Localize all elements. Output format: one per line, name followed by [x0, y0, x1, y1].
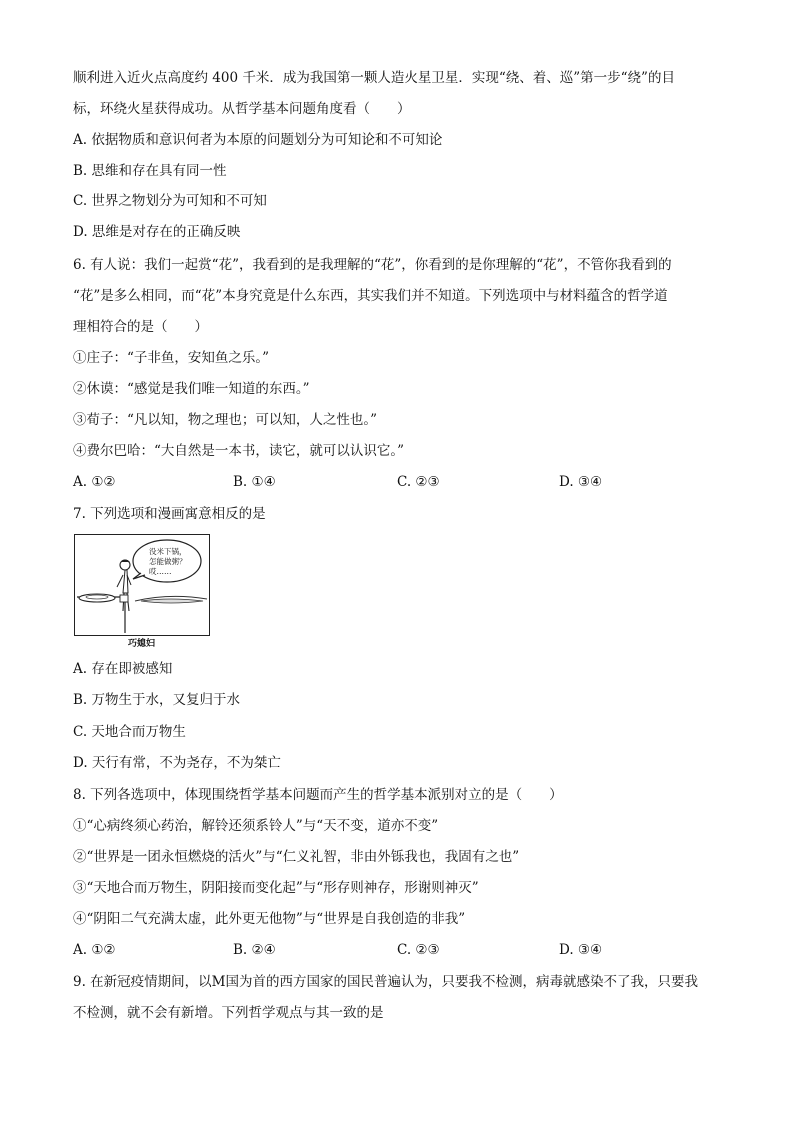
option-b: B. 思维和存在具有同一性 — [73, 163, 227, 179]
answer-option: D. ③④ — [559, 942, 603, 958]
cartoon-drawing — [75, 535, 208, 634]
text-line: “花”是多么相同，而“花”本身究竟是什么东西，其实我们并不知道。下列选项中与材料蕴含的哲学道 — [73, 288, 668, 304]
answer-option: C. ②③ — [397, 474, 440, 490]
statement-1: ①“心病终须心药治，解铃还须系铃人”与“天不变，道亦不变” — [73, 818, 439, 834]
bubble-text: 哎…… — [149, 567, 172, 576]
answer-option: A. ①② — [73, 942, 116, 958]
cartoon-caption: 巧媳妇 — [128, 639, 156, 649]
cartoon-image — [74, 534, 210, 636]
answer-option: D. ③④ — [559, 474, 603, 490]
statement-1: ①庄子：“子非鱼，安知鱼之乐。” — [73, 350, 270, 366]
text-line: 顺利进入近火点高度约 400 千米．成为我国第一颗人造火星卫星．实现“绕、着、巡”第一步“绕”的目 — [73, 70, 675, 86]
option-c: C. 天地合而万物生 — [73, 724, 186, 740]
answer-options-8 — [73, 941, 633, 959]
question-8: 8. 下列各选项中，体现围绕哲学基本问题而产生的哲学基本派别对立的是（ ） — [73, 787, 563, 803]
option-a: A. 存在即被感知 — [73, 661, 173, 677]
statement-2: ②“世界是一团永恒燃烧的活火”与“仁义礼智，非由外铄我也，我固有之也” — [73, 849, 520, 865]
text-line: 标，环绕火星获得成功。从哲学基本问题角度看（ ） — [73, 101, 411, 117]
answer-option: B. ①④ — [233, 474, 276, 490]
bubble-text: 怎能做粥？ — [149, 557, 187, 566]
question-9: 9. 在新冠疫情期间，以M国为首的西方国家的国民普遍认为，只要我不检测，病毒就感染不了我，只要我 — [73, 974, 698, 990]
text-line: 理相符合的是（ ） — [73, 319, 208, 335]
option-d: D. 天行有常，不为尧存，不为桀亡 — [73, 755, 281, 771]
answer-option: C. ②③ — [397, 942, 440, 958]
bubble-text: 没米下锅， — [149, 547, 187, 556]
option-d: D. 思维是对存在的正确反映 — [73, 224, 241, 240]
question-7: 7. 下列选项和漫画寓意相反的是 — [73, 506, 266, 522]
text-line: 不检测，就不会有新增。下列哲学观点与其一致的是 — [73, 1005, 384, 1021]
answer-options-6 — [73, 473, 633, 491]
statement-4: ④“阴阳二气充满太虚，此外更无他物”与“世界是自我创造的非我” — [73, 911, 466, 927]
question-6: 6. 有人说：我们一起赏“花”，我看到的是我理解的“花”，你看到的是你理解的“花”，不管你我看到的 — [73, 257, 672, 273]
statement-3: ③荀子：“凡以知，物之理也；可以知，人之性也。” — [73, 412, 378, 428]
option-a: A. 依据物质和意识何者为本原的问题划分为可知论和不可知论 — [73, 132, 443, 148]
option-b: B. 万物生于水，又复归于水 — [73, 692, 241, 708]
statement-2: ②休谟：“感觉是我们唯一知道的东西。” — [73, 381, 310, 397]
statement-3: ③“天地合而万物生，阴阳接而变化起”与“形存则神存，形谢则神灭” — [73, 880, 479, 896]
statement-4: ④费尔巴哈：“大自然是一本书，读它，就可以认识它。” — [73, 443, 405, 459]
answer-option: A. ①② — [73, 474, 116, 490]
option-c: C. 世界之物划分为可知和不可知 — [73, 193, 267, 209]
answer-option: B. ②④ — [233, 942, 276, 958]
